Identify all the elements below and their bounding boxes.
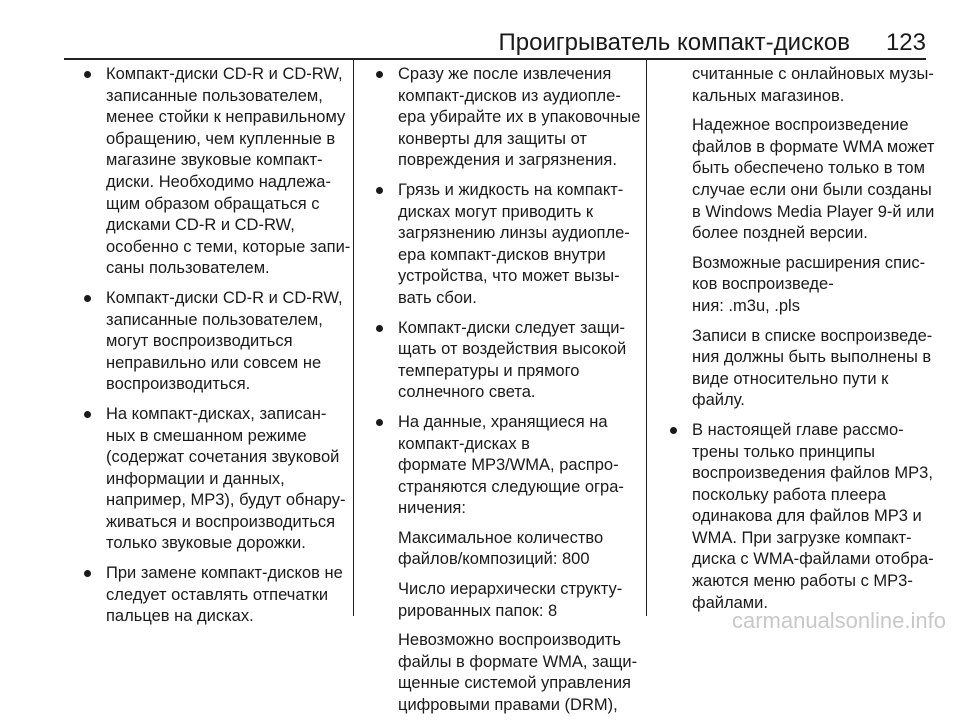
text-line: устройства, что может вызы- bbox=[398, 267, 620, 286]
column-divider-2 bbox=[646, 60, 647, 616]
text-line: На компакт-дисках, записан- bbox=[106, 404, 327, 423]
text-line: файлу. bbox=[692, 391, 745, 410]
text-line: быть обеспечено только в том bbox=[692, 159, 925, 178]
bullet-item bbox=[84, 64, 349, 280]
text-line: цифровыми правами (DRM), bbox=[398, 696, 618, 715]
paragraph bbox=[692, 326, 960, 412]
text-line: неправильно или совсем не bbox=[106, 353, 322, 372]
text-line: живаться и воспроизводиться bbox=[106, 512, 336, 531]
text-line: ничения: bbox=[398, 499, 466, 518]
text-line: Число иерархически структу- bbox=[398, 580, 623, 599]
text-line: Возможные расширения спис- bbox=[692, 253, 926, 272]
text-line: Надежное воспроизведение bbox=[692, 116, 909, 135]
bullet-item bbox=[376, 180, 642, 310]
text-line: WMA. При загрузке компакт- bbox=[692, 528, 912, 547]
text-line: саны пользователем. bbox=[106, 259, 270, 278]
text-line: воспроизведения файлов MP3, bbox=[692, 464, 933, 483]
text-line: виде относительно пути к bbox=[692, 369, 889, 388]
text-line: щим образом обращаться с bbox=[106, 194, 320, 213]
text-line: например, MP3), будут обнару- bbox=[106, 491, 346, 510]
text-line: магазине звуковые компакт- bbox=[106, 151, 323, 170]
text-line: трены только принципы bbox=[692, 442, 875, 461]
text-line: щать от воздействия высокой bbox=[398, 340, 627, 359]
text-line: конверты для защиты от bbox=[398, 129, 587, 148]
text-line: файлов в формате WMA может bbox=[692, 137, 935, 156]
text-line: поскольку работа плеера bbox=[692, 485, 887, 504]
text-line: Компакт-диски CD-R и CD-RW, bbox=[106, 65, 343, 83]
text-line: Записи в списке воспроизведе- bbox=[692, 326, 933, 345]
text-line: записанные пользователем, bbox=[106, 86, 323, 105]
text-line: более поздней версии. bbox=[692, 224, 868, 243]
bullet-item bbox=[670, 420, 960, 614]
text-line: пальцев на дисках. bbox=[106, 607, 254, 626]
page-number: 123 bbox=[885, 29, 926, 56]
text-line: одинакова для файлов MP3 и bbox=[692, 507, 922, 526]
text-line: Сразу же после извлечения bbox=[398, 65, 612, 83]
sub-paragraph bbox=[398, 579, 642, 622]
bullet-item bbox=[84, 404, 349, 555]
text-line: ния должны быть выполнены в bbox=[692, 348, 932, 367]
text-line: записанные пользователем, bbox=[106, 310, 323, 329]
text-line: температуры и прямого bbox=[398, 361, 580, 380]
paragraph bbox=[692, 64, 960, 107]
column-divider-1 bbox=[353, 60, 354, 616]
text-line: (содержат сочетания звуковой bbox=[106, 448, 340, 467]
column-1 bbox=[84, 64, 349, 636]
text-line: в Windows Media Player 9-й или bbox=[692, 202, 935, 221]
text-line: Компакт-диски следует защи- bbox=[398, 318, 625, 337]
text-line: воспроизводиться. bbox=[106, 375, 251, 394]
bullet-item bbox=[376, 64, 642, 172]
text-line: повреждения и загрязнения. bbox=[398, 151, 617, 170]
header-rule bbox=[64, 58, 926, 60]
text-line: информации и данных, bbox=[106, 469, 285, 488]
text-line: файлов/композиций: 800 bbox=[398, 550, 590, 569]
text-line: диска с WMA-файлами отобра- bbox=[692, 550, 934, 569]
column-2 bbox=[376, 64, 642, 725]
text-line: На данные, хранящиеся на bbox=[398, 412, 608, 431]
text-line: ных в смешанном режиме bbox=[106, 426, 307, 445]
text-line: солнечного света. bbox=[398, 383, 536, 402]
paragraph bbox=[692, 253, 960, 318]
bullet-text bbox=[398, 412, 642, 520]
text-line: формате MP3/WMA, распро- bbox=[398, 456, 619, 475]
text-line: дисками CD-R и CD-RW, bbox=[106, 216, 295, 235]
text-line: Максимальное количество bbox=[398, 528, 604, 547]
text-line: менее стойки к неправильному bbox=[106, 108, 346, 127]
text-line: могут воспроизводиться bbox=[106, 332, 293, 351]
text-line: вать сбои. bbox=[398, 288, 477, 307]
text-line: диски. Необходимо надлежа- bbox=[106, 172, 331, 191]
text-line: ков воспроизведе- bbox=[692, 275, 834, 294]
bullet-item bbox=[84, 288, 349, 396]
text-line: дисках могут приводить к bbox=[398, 202, 594, 221]
text-line: Компакт-диски CD-R и CD-RW, bbox=[106, 288, 343, 307]
text-line: считанные с онлайновых музы- bbox=[692, 65, 934, 83]
text-line: обращению, чем купленные в bbox=[106, 129, 336, 148]
text-line: компакт-дисков из аудиопле- bbox=[398, 86, 621, 105]
text-line: ера убирайте их в упаковочные bbox=[398, 108, 641, 127]
paragraph bbox=[692, 115, 960, 245]
bullet-item bbox=[84, 563, 349, 628]
text-line: жаются меню работы с MP3- bbox=[692, 572, 913, 591]
column-3 bbox=[670, 64, 960, 622]
text-line: ера компакт-дисков внутри bbox=[398, 245, 606, 264]
bullet-item bbox=[376, 318, 642, 404]
text-line: В настоящей главе рассмо- bbox=[692, 420, 904, 439]
sub-paragraph bbox=[398, 630, 642, 716]
text-line: файлами. bbox=[692, 593, 768, 612]
text-line: ния: .m3u, .pls bbox=[692, 296, 800, 315]
bullet-item bbox=[376, 412, 642, 717]
text-line: особенно с теми, которые запи- bbox=[106, 237, 351, 256]
text-line: случае если они были созданы bbox=[692, 180, 932, 199]
text-line: Невозможно воспроизводить bbox=[398, 631, 621, 650]
text-line: Грязь и жидкость на компакт- bbox=[398, 180, 624, 199]
text-line: рированных папок: 8 bbox=[398, 601, 558, 620]
text-line: При замене компакт-дисков не bbox=[106, 564, 343, 583]
text-line: файлы в формате WMA, защи- bbox=[398, 652, 638, 671]
page-header bbox=[64, 26, 926, 60]
text-line: только звуковые дорожки. bbox=[106, 534, 306, 553]
text-line: следует оставлять отпечатки bbox=[106, 585, 329, 604]
text-line: загрязнению линзы аудиопле- bbox=[398, 224, 630, 243]
text-line: компакт-дисках в bbox=[398, 434, 530, 453]
sub-paragraph bbox=[398, 528, 642, 571]
text-line: страняются следующие огра- bbox=[398, 477, 624, 496]
text-line: щенные системой управления bbox=[398, 674, 631, 693]
page-title: Проигрыватель компакт-дисков bbox=[498, 29, 850, 56]
watermark: carmanualsonline.info bbox=[731, 608, 946, 633]
text-line: кальных магазинов. bbox=[692, 86, 845, 105]
